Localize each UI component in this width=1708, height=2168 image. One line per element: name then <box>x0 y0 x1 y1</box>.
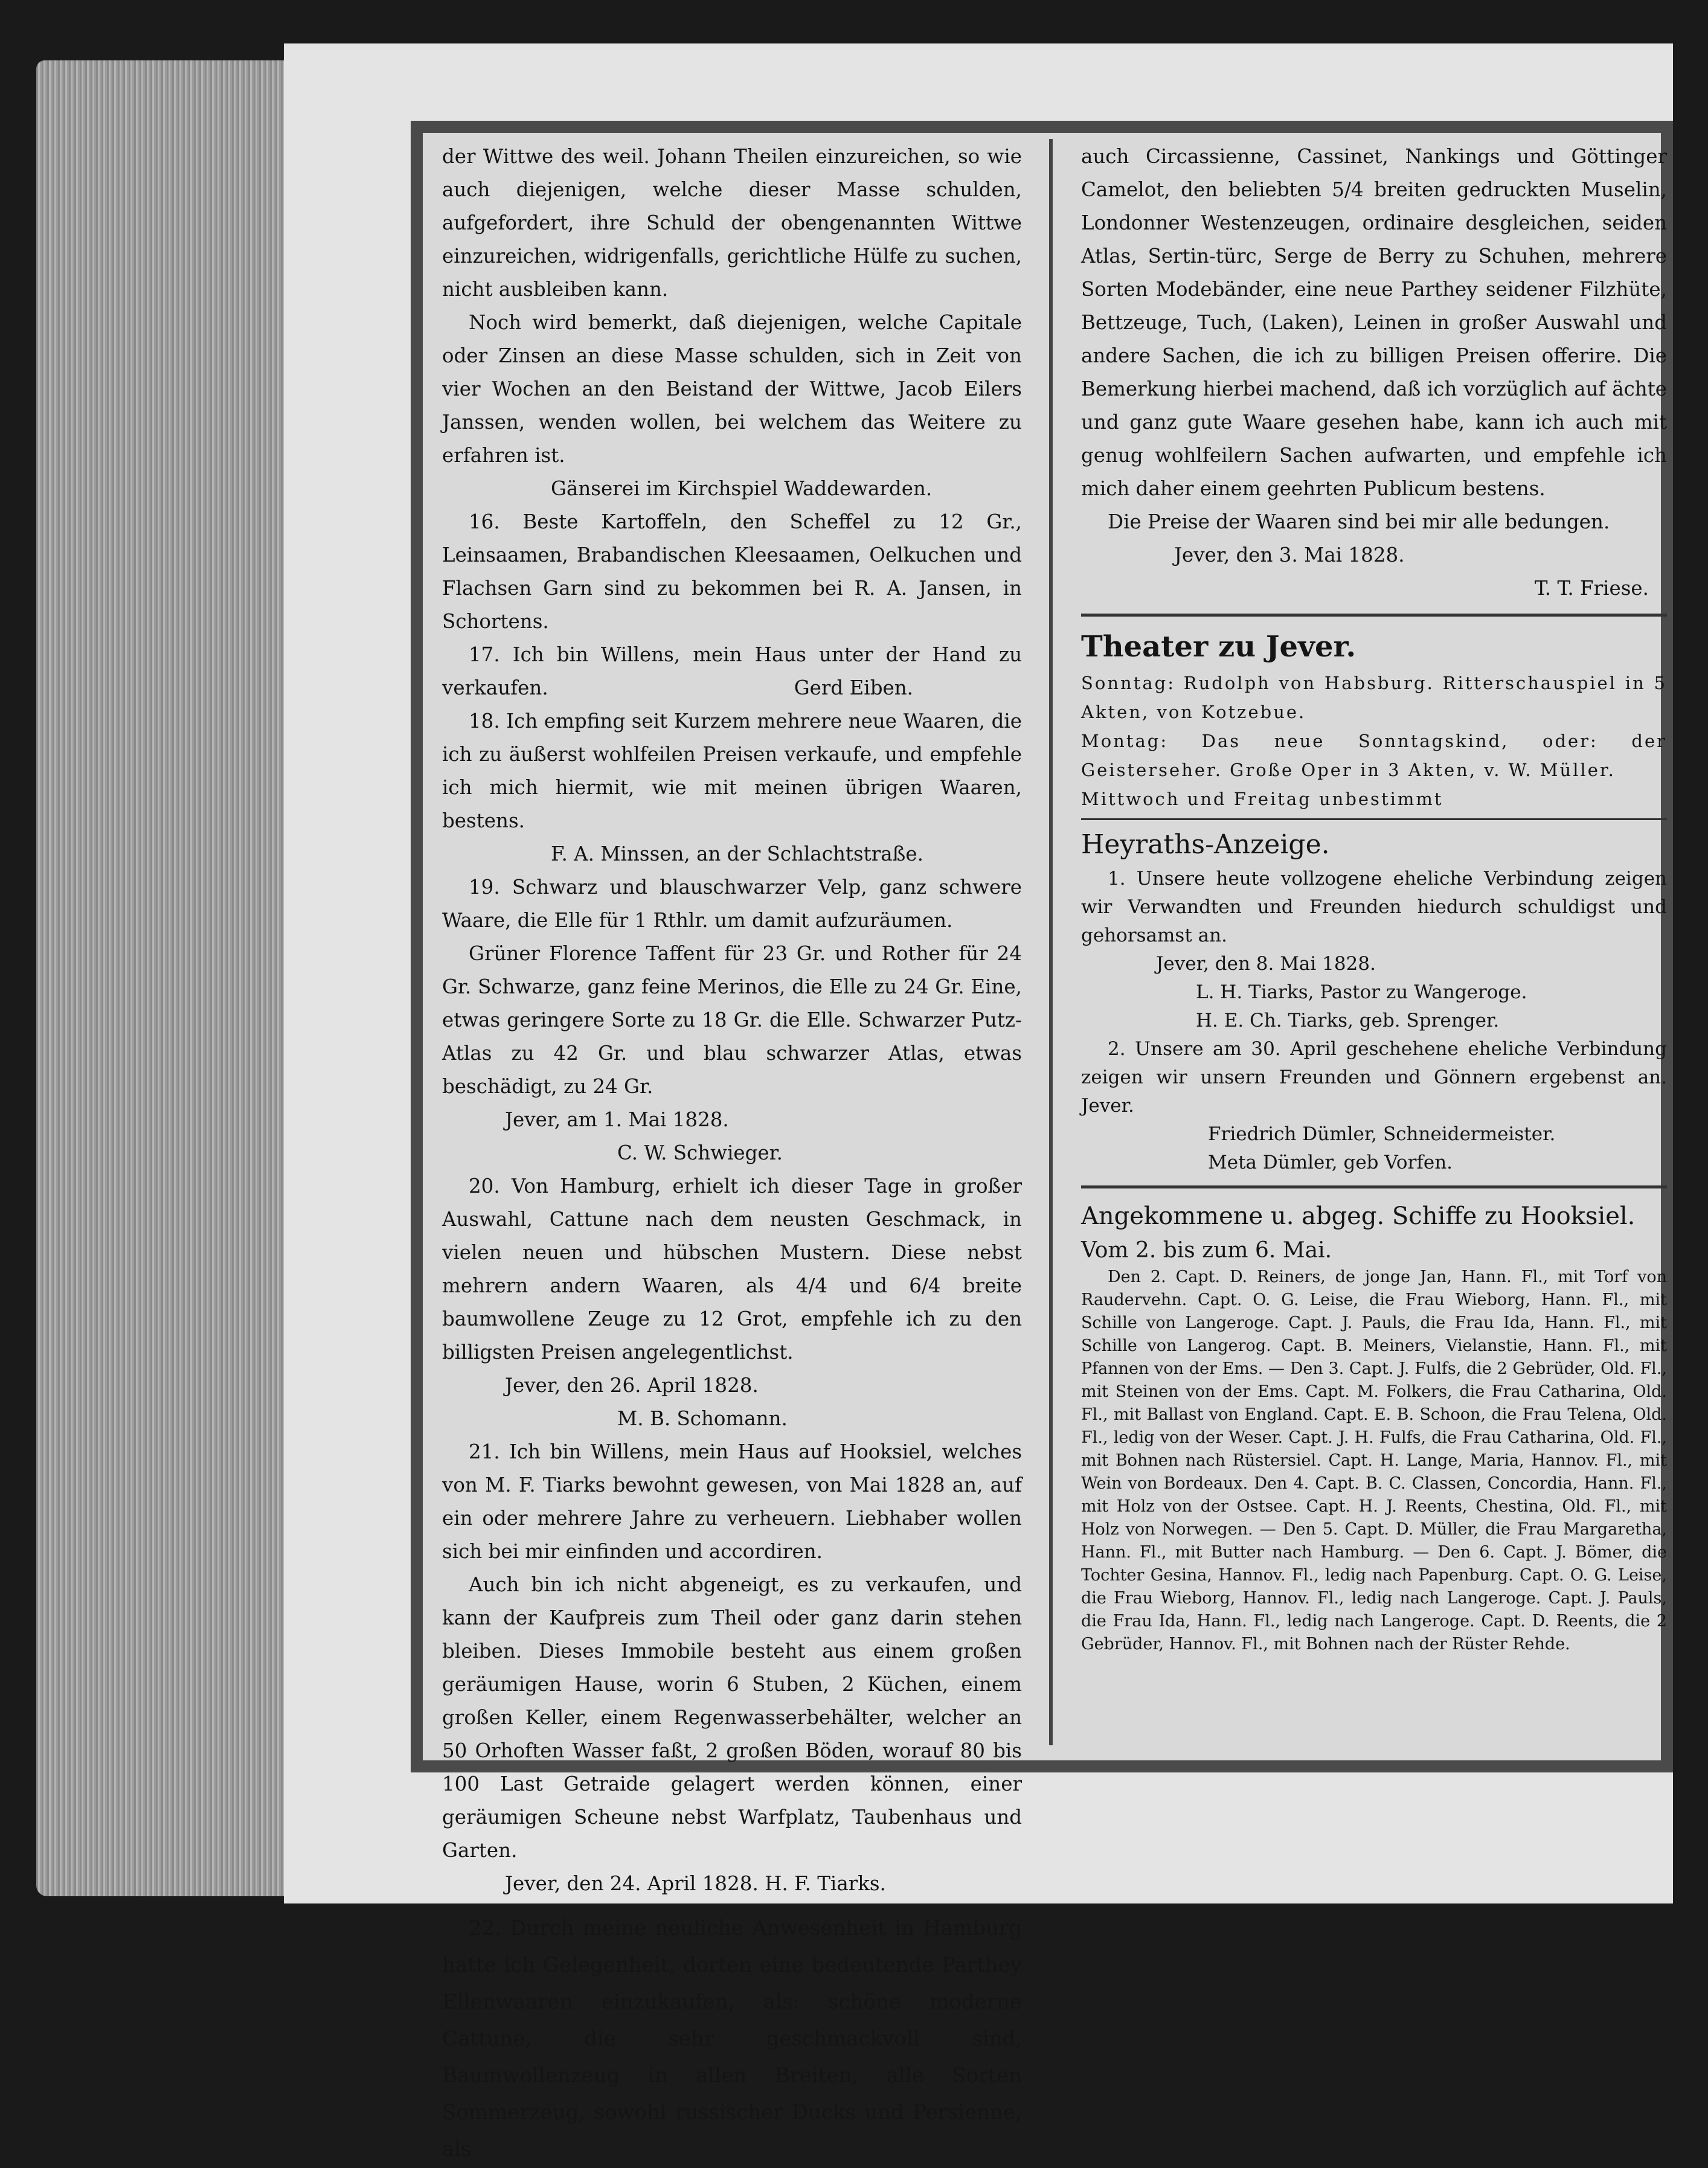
right-column <box>1081 140 1667 1656</box>
ad-20-signature: M. B. Schomann. <box>617 1407 788 1430</box>
theater-monday: Montag: Das neue Sonntagskind, oder: der Geisterseher. Große Oper in 3 Akten, v. W. Müller. <box>1081 731 1667 780</box>
ad-22-block <box>442 1910 1022 2168</box>
notice-continuation: der Wittwe des weil. Johann Theilen einzureichen, so wie auch diejenigen, welche dieser Masse schulden, aufgefordert, ihre Schuld der obengenannten Wittwe einzureichen, widrigenfalls, gerichtliche Hülfe zu suchen, nicht ausbleiben kann. <box>442 145 1022 301</box>
marriage-2-signature-2: Meta Dümler, geb Vorfen. <box>1208 1152 1453 1173</box>
ships-subheading: Vom 2. bis zum 6. Mai. <box>1081 1238 1332 1263</box>
ad-19: 19. Schwarz und blauschwarzer Velp, ganz schwere Waare, die Elle für 1 Rthlr. um damit aufzuräumen. <box>442 876 1022 932</box>
theater-heading: Theater zu Jever. <box>1081 630 1356 664</box>
ad-22-continuation: auch Circassienne, Cassinet, Nankings und Göttinger Camelot, den beliebten 5/4 breiten gedruckten Muselin, Londonner Westenzeugen, ordinaire desgleichen, seiden Atlas, Sertin-türc, Serge de Berry zu Schuhen, mehrere Sorten Modebänder, eine neue Parthey seidener Filzhüte, Bettzeuge, Tuch, (Laken), Leinen in großer Auswahl und andere Sachen, die ich zu billigen Preisen offerire. Die Bemerkung hierbei machend, daß ich vorzüglich auf ächte und ganz gute Waare gesehen habe, kann ich auch mit genug wohlfeilern Sachen aufwarten, und empfehle ich mich daher einem geehrten Publicum bestens. <box>1081 145 1667 500</box>
marriage-1-date: Jever, den 8. Mai 1828. <box>1156 953 1376 975</box>
ad-20: 20. Von Hamburg, erhielt ich dieser Tage in großer Auswahl, Cattune nach dem neusten Geschmack, in vielen neuen und hübschen Mustern. Diese nebst mehrern andern Waaren, als 4/4 und 6/4 breite baumwollene Zeuge zu 12 Grot, empfehle ich zu den billigsten Preisen angelegentlichst. <box>442 1175 1022 1364</box>
ad-20-date: Jever, den 26. April 1828. <box>505 1374 759 1397</box>
column-divider <box>1049 139 1053 1745</box>
marriage-1-signature-2: H. E. Ch. Tiarks, geb. Sprenger. <box>1196 1010 1500 1031</box>
ad-22-prices: Die Preise der Waaren sind bei mir alle bedungen. <box>1108 510 1610 533</box>
ad-19-prices: Grüner Florence Taffent für 23 Gr. und Rother für 24 Gr. Schwarze, ganz feine Merinos, die Elle zu 24 Gr. Eine, etwas geringere Sorte zu 18 Gr. die Elle. Schwarzer Putz-Atlas zu 42 Gr. und blau schwarzer Atlas, etwas beschädigt, zu 24 Gr. <box>442 942 1022 1098</box>
marriage-heading: Heyraths-Anzeige. <box>1081 829 1330 860</box>
ad-19-date: Jever, am 1. Mai 1828. <box>505 1108 729 1131</box>
ad-17-signature: Gerd Eiben. <box>794 676 913 699</box>
ad-19-signature: C. W. Schwieger. <box>617 1141 783 1164</box>
section-rule <box>1081 1185 1667 1188</box>
ad-18: 18. Ich empfing seit Kurzem mehrere neue Waaren, die ich zu äußerst wohlfeilen Preisen verkaufe, und empfehle ich mich hiermit, wie mit meinen übrigen Waaren, bestens. <box>442 710 1022 832</box>
left-column <box>442 140 1022 2168</box>
marriage-2-signature-1: Friedrich Dümler, Schneidermeister. <box>1208 1123 1556 1145</box>
marriage-1-signature-1: L. H. Tiarks, Pastor zu Wangeroge. <box>1196 981 1527 1003</box>
theater-rest: Mittwoch und Freitag unbestimmt <box>1081 789 1443 809</box>
marriage-1: 1. Unsere heute vollzogene eheliche Verbindung zeigen wir Verwandten und Freunden hiedurch schuldigst und gehorsamst an. <box>1081 868 1667 946</box>
notice-capitals: Noch wird bemerkt, daß diejenigen, welche Capitale oder Zinsen an diese Masse schulden, sich in Zeit von vier Wochen an den Beistand der Wittwe, Jacob Eilers Janssen, wenden wollen, bei welchem das Weitere zu erfahren ist. <box>442 311 1022 467</box>
book-page-edges <box>36 60 296 1896</box>
ad-21: 21. Ich bin Willens, mein Haus auf Hooksiel, welches von M. F. Tiarks bewohnt gewesen, von Mai 1828 an, auf ein oder mehrere Jahre zu verheuern. Liebhaber wollen sich bei mir einfinden und accordiren. <box>442 1440 1022 1563</box>
notice-place: Gänserei im Kirchspiel Waddewarden. <box>551 477 933 500</box>
ad-22-signature: T. T. Friese. <box>1534 577 1649 600</box>
ad-21-date: Jever, den 24. April 1828. H. F. Tiarks. <box>505 1872 886 1895</box>
theater-sunday: Sonntag: Rudolph von Habsburg. Ritterschauspiel in 5 Akten, von Kotzebue. <box>1081 673 1667 722</box>
ships-heading: Angekommene u. abgeg. Schiffe zu Hooksiel. <box>1081 1202 1636 1230</box>
ad-21-sale: Auch bin ich nicht abgeneigt, es zu verkaufen, und kann der Kaufpreis zum Theil oder ganz darin stehen bleiben. Dieses Immobile besteht aus einem großen geräumigen Hause, worin 6 Stuben, 2 Küchen, einem großen Keller, einem Regenwasserbehälter, welcher an 50 Orhoften Wasser faßt, 2 großen Böden, worauf 80 bis 100 Last Getraide gelagert werden können, einer geräumigen Scheune nebst Warfplatz, Taubenhaus und Garten. <box>442 1573 1022 1862</box>
ad-22-date: Jever, den 3. Mai 1828. <box>1174 544 1405 566</box>
ships-list: Den 2. Capt. D. Reiners, de jonge Jan, Hann. Fl., mit Torf von Raudervehn. Capt. O. G. Leise, die Frau Wieborg, Hann. Fl., mit Schille von Langeroge. Capt. J. Pauls, die Frau Ida, Hann. Fl., mit Schille von Langerog. Capt. B. Meiners, Vielanstie, Hann. Fl., mit Pfannen von der Ems. — Den 3. Capt. J. Fulfs, die 2 Gebrüder, Old. Fl., mit Steinen von der Ems. Capt. M. Folkers, die Frau Catharina, Old. Fl., mit Ballast von England. Capt. E. B. Schoon, die Frau Telena, Old. Fl., ledig von der Weser. Capt. J. H. Fulfs, die Frau Catharina, Old. Fl., mit Bohnen nach Rüstersiel. Capt. H. Lange, Maria, Hannov. Fl., mit Wein von Bordeaux. Den 4. Capt. B. C. Classen, Concordia, Hann. Fl., mit Holz von der Ostsee. Capt. H. J. Reents, Chestina, Old. Fl., mit Holz von Norwegen. — Den 5. Capt. D. Müller, die Frau Margaretha, Hann. Fl., mit Butter nach Hamburg. — Den 6. Capt. J. Bömer, die Tochter Gesina, Hannov. Fl., ledig nach Papenburg. Capt. O. G. Leise, die Frau Wieborg, Hannov. Fl., ledig nach Langeroge. Capt. J. Pauls, die Frau Ida, Hann. Fl., ledig nach Langeroge. Capt. D. Reents, die 2 Gebrüder, Hannov. Fl., mit Bohnen nach der Rüster Rehde. <box>1081 1268 1667 1653</box>
marriage-2: 2. Unsere am 30. April geschehene eheliche Verbindung zeigen wir unsern Freunden und Gönnern ergebenst an. Jever. <box>1081 1038 1667 1117</box>
section-rule <box>1081 614 1667 617</box>
ad-16: 16. Beste Kartoffeln, den Scheffel zu 12 Gr., Leinsaamen, Brabandischen Kleesaamen, Oelkuchen und Flachsen Garn sind zu bekommen bei R. A. Jansen, in Schortens. <box>442 510 1022 633</box>
section-rule <box>1081 818 1667 820</box>
ad-22: 22. Durch meine neuliche Anwesenheit in Hamburg hatte ich Gelegenheit, dorten eine bedeutende Parthey Ellenwaaren einzukaufen, als: schöne moderne Cattune, die sehr geschmackvoll sind, Baumwollenzeug in allen Breiten, alle Sorten Sommerzeug, sowohl russischer Ducks und Persienne, als <box>442 1916 1022 2161</box>
ad-18-signature: F. A. Minssen, an der Schlachtstraße. <box>551 842 923 865</box>
ad-17: 17. Ich bin Willens, mein Haus unter der Hand zu verkaufen. <box>442 643 1022 699</box>
